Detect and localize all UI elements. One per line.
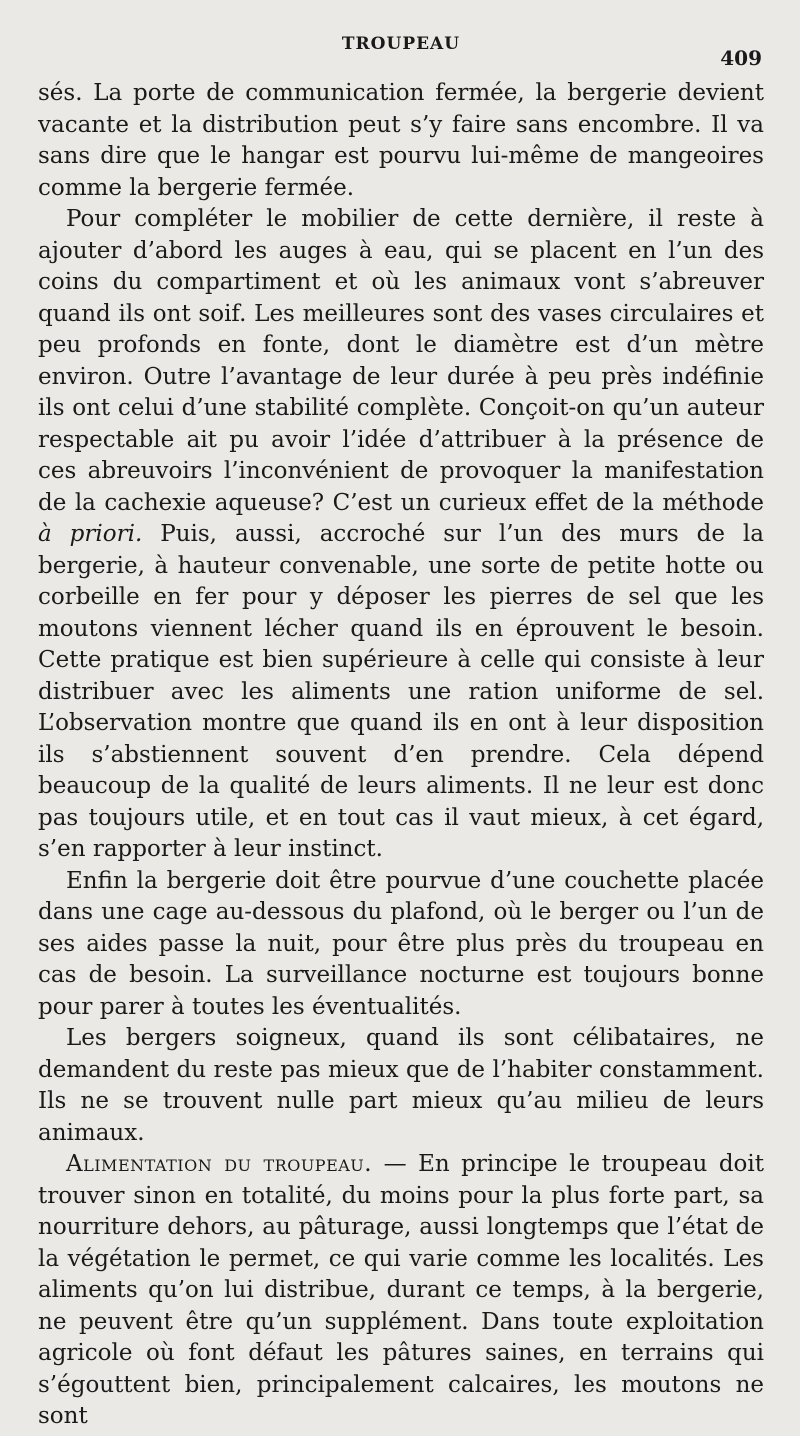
paragraph-text: Puis, aussi, accroché sur l’un des murs de la bergerie, à hauteur convenable, une sorte de petite hotte ou corbeille en fer pour y déposer les pierres de sel que les moutons viennent lécher quand ils en éprouvent le besoin. Cette pratique est bien supérieure à celle qui consiste à leur distribuer avec les aliments une ration uniforme de sel. L’observation montre que quand ils en ont à leur disposition ils s’abstiennent souvent d’en prendre. Cela dépend beaucoup de la qualité de leurs aliments. Il ne leur est donc pas toujours utile, et en tout cas il vaut mieux, à cet égard, s’en rapporter à leur instinct.	[38, 521, 764, 862]
body-text	[38, 78, 764, 1433]
page-header	[38, 30, 764, 70]
section-title: Alimentation du troupeau.	[66, 1151, 373, 1177]
paragraph-text: — En principe le troupeau doit trouver sinon en totalité, du moins pour la plus forte part, sa nourriture dehors, au pâturage, aussi longtemps que l’état de la végétation le permet, ce qui varie comme les localités. Les aliments qu’on lui distribue, durant ce temps, à la bergerie, ne peuvent être qu’un supplément. Dans toute exploitation agricole où font défaut les pâtures saines, en terrains qui s’égouttent bien, principalement calcaires, les moutons ne sont	[38, 1151, 764, 1429]
paragraph-text: Les bergers soigneux, quand ils sont célibataires, ne demandent du reste pas mieux que de l’habiter constamment. Ils ne se trouvent nulle part mieux qu’au milieu de leurs animaux.	[38, 1025, 764, 1146]
paragraph-text: Enfin la bergerie doit être pourvue d’une couchette placée dans une cage au-dessous du plafond, où le berger ou l’un de ses aides passe la nuit, pour être plus près du troupeau en cas de besoin. La surveillance nocturne est toujours bonne pour parer à toutes les éventualités.	[38, 867, 764, 1020]
paragraph-bergers	[38, 1023, 764, 1149]
paragraph-continuation	[38, 78, 764, 204]
page-number: 409	[720, 46, 762, 70]
italic-phrase: à priori.	[38, 521, 143, 547]
paragraph-mobilier	[38, 204, 764, 866]
paragraph-text: Pour compléter le mobilier de cette dernière, il reste à ajouter d’abord les auges à eau, qui se placent en l’un des coins du compartiment et où les animaux vont s’abreuver quand ils ont soif. Les meilleures sont des vases circulaires et peu profonds en fonte, dont le diamètre est d’un mètre environ. Outre l’avantage de leur durée à peu près indéfinie ils ont celui d’une stabilité complète. Conçoit-on qu’un auteur respectable ait pu avoir l’idée d’attribuer à la présence de ces abreuvoirs l’inconvénient de provoquer la manifestation de la cachexie aqueuse? C’est un curieux effet de la méthode	[38, 206, 764, 516]
running-title: TROUPEAU	[341, 34, 461, 54]
paragraph-text: sés. La porte de communication fermée, la bergerie devient vacante et la distribution peut s’y faire sans encombre. Il va sans dire que le hangar est pourvu lui-même de mangeoires comme la bergerie fermée.	[38, 80, 764, 201]
paragraph-alimentation	[38, 1149, 764, 1433]
paragraph-couchette	[38, 866, 764, 1024]
